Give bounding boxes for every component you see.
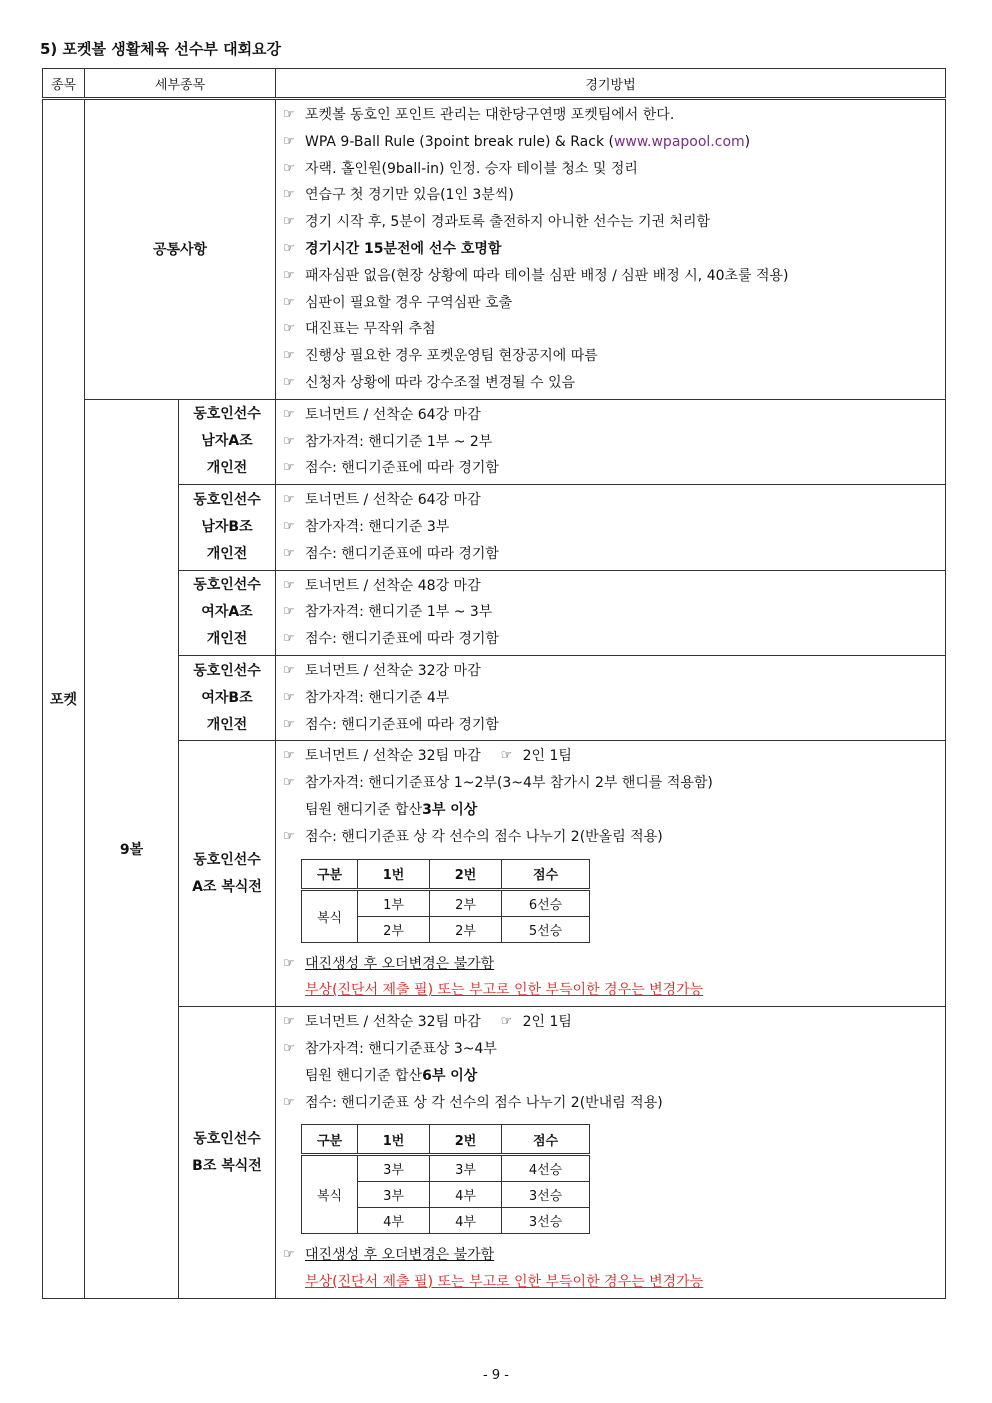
pointing-hand-icon: ☞ (283, 460, 295, 476)
common-label: 공통사항 (85, 99, 276, 400)
list-item: ☞ 대진생성 후 오더변경은 불가함 (283, 951, 939, 978)
pointing-hand-icon: ☞ (283, 133, 295, 149)
pointing-hand-icon: ☞ (283, 955, 295, 971)
pointing-hand-icon: ☞ (283, 604, 295, 620)
score-table (301, 859, 590, 943)
list-item: ☞ 점수: 핸디기준표에 따라 경기함 (283, 455, 939, 482)
division-rules (276, 655, 946, 740)
pointing-hand-icon: ☞ (283, 1094, 295, 1110)
event-row (43, 399, 946, 484)
event-row (43, 1007, 946, 1299)
table-row: 2부 2부 5선승 (302, 916, 590, 942)
pointing-hand-icon: ☞ (283, 1040, 295, 1056)
list-item: ☞ 점수: 핸디기준표 상 각 선수의 점수 나누기 2(반내림 적용) (283, 1090, 939, 1117)
event-row (43, 655, 946, 740)
pointing-hand-icon: ☞ (283, 214, 295, 230)
pointing-hand-icon: ☞ (283, 267, 295, 283)
wpa-link[interactable]: www.wpapool.com (613, 133, 745, 150)
header-method: 경기방법 (276, 69, 946, 99)
list-item: ☞ 참가자격: 핸디기준표상 1~2부(3~4부 참가시 2부 핸디를 적용함) (283, 770, 939, 797)
common-row (43, 99, 946, 400)
division-label: 동호인선수 여자A조 개인전 (179, 570, 276, 655)
list-item: ☞ 점수: 핸디기준표 상 각 선수의 점수 나누기 2(반올림 적용) (283, 824, 939, 851)
pointing-hand-icon: ☞ (500, 1014, 513, 1030)
table-header (43, 69, 946, 99)
page-number: - 9 - (483, 1368, 509, 1383)
list-item: ☞ 참가자격: 핸디기준 1부 ~ 2부 (283, 429, 939, 456)
common-rules (276, 99, 946, 400)
list-item: ☞ 토너먼트 / 선착순 64강 마감 (283, 487, 939, 514)
event-row (43, 741, 946, 1007)
list-item: ☞ 대진생성 후 오더변경은 불가함 (283, 1242, 939, 1269)
list-item: 부상(진단서 제출 필) 또는 부고로 인한 부득이한 경우는 변경가능 (305, 982, 704, 999)
division-label: 동호인선수 남자A조 개인전 (179, 399, 276, 484)
event-cell: 9볼 (85, 399, 179, 1298)
list-item: ☞ 진행상 필요한 경우 포켓운영팀 현장공지에 따름 (283, 343, 939, 370)
list-item: ☞ 점수: 핸디기준표에 따라 경기함 (283, 712, 939, 739)
category-cell: 포켓 (43, 99, 85, 1299)
header-subcategory: 세부종목 (85, 69, 276, 99)
division-label: 동호인선수 여자B조 개인전 (179, 655, 276, 740)
pointing-hand-icon: ☞ (283, 433, 295, 449)
pointing-hand-icon: ☞ (283, 321, 295, 337)
division-rules (276, 741, 946, 1007)
table-row: 구분 1번 2번 점수 (302, 1125, 590, 1155)
header-category: 종목 (43, 69, 85, 99)
pointing-hand-icon: ☞ (283, 716, 295, 732)
list-item: ☞ 토너먼트 / 선착순 32팀 마감 ☞ 2인 1팀 (283, 1009, 939, 1036)
list-item: ☞ 참가자격: 핸디기준 4부 (283, 685, 939, 712)
pointing-hand-icon: ☞ (500, 748, 513, 764)
list-item: ☞ 점수: 핸디기준표에 따라 경기함 (283, 541, 939, 568)
division-label: 동호인선수 A조 복식전 (179, 741, 276, 1007)
list-item: ☞ 토너먼트 / 선착순 48강 마감 (283, 573, 939, 600)
list-item: ☞ 경기 시작 후, 5분이 경과토록 출전하지 아니한 선수는 기권 처리함 (283, 209, 939, 236)
list-item: ☞ 참가자격: 핸디기준표상 3~4부 (283, 1036, 939, 1063)
division-rules (276, 1007, 946, 1299)
pointing-hand-icon: ☞ (283, 545, 295, 561)
list-item: 팀원 핸디기준 합산 3부 이상 (305, 801, 478, 818)
list-item: ☞ 대진표는 무작위 추첨 (283, 316, 939, 343)
table-row: 구분 1번 2번 점수 (302, 859, 590, 889)
pointing-hand-icon: ☞ (283, 828, 295, 844)
pointing-hand-icon: ☞ (283, 240, 295, 256)
pointing-hand-icon: ☞ (283, 492, 295, 508)
pointing-hand-icon: ☞ (283, 631, 295, 647)
list-item: ☞ 토너먼트 / 선착순 32강 마감 (283, 658, 939, 685)
list-item: ☞ 연습구 첫 경기만 있음(1인 3분씩) (283, 182, 939, 209)
section-title: 5) 포켓볼 생활체육 선수부 대회요강 (40, 40, 282, 58)
list-item: 부상(진단서 제출 필) 또는 부고로 인한 부득이한 경우는 변경가능 (305, 1274, 704, 1291)
list-item: ☞ 심판이 필요할 경우 구역심판 호출 (283, 290, 939, 317)
pointing-hand-icon: ☞ (283, 775, 295, 791)
table-row: 복식 3부 3부 4선승 (302, 1155, 590, 1182)
pointing-hand-icon: ☞ (283, 107, 295, 122)
list-item: ☞ 자랙. 홀인원(9ball-in) 인정. 승자 테이블 청소 및 정리 (283, 156, 939, 183)
pointing-hand-icon: ☞ (283, 662, 295, 678)
division-rules (276, 570, 946, 655)
table-row: 4부 4부 3선승 (302, 1208, 590, 1234)
division-rules (276, 399, 946, 484)
list-item: 팀원 핸디기준 합산 6부 이상 (305, 1067, 478, 1084)
pointing-hand-icon: ☞ (283, 187, 295, 203)
list-item: ☞ 토너먼트 / 선착순 64강 마감 (283, 402, 939, 429)
score-table (301, 1124, 590, 1234)
list-item: ☞ 토너먼트 / 선착순 32팀 마감 ☞ 2인 1팀 (283, 743, 939, 770)
list-item: ☞ 참가자격: 핸디기준 1부 ~ 3부 (283, 599, 939, 626)
list-item: ☞ WPA 9-Ball Rule (3point break rule) & Rack ( www.wpapool.com ) (283, 129, 939, 156)
table-row: 복식 1부 2부 6선승 (302, 889, 590, 916)
pointing-hand-icon: ☞ (283, 518, 295, 534)
division-label: 동호인선수 남자B조 개인전 (179, 485, 276, 570)
pointing-hand-icon: ☞ (283, 406, 295, 422)
pointing-hand-icon: ☞ (283, 374, 295, 390)
pointing-hand-icon: ☞ (283, 1247, 295, 1263)
table-row: 3부 4부 3선승 (302, 1182, 590, 1208)
division-label: 동호인선수 B조 복식전 (179, 1007, 276, 1299)
list-item: ☞ 점수: 핸디기준표에 따라 경기함 (283, 626, 939, 653)
list-item: ☞ 신청자 상황에 따라 강수조절 변경될 수 있음 (283, 370, 939, 397)
pointing-hand-icon: ☞ (283, 577, 295, 593)
pointing-hand-icon: ☞ (283, 1014, 295, 1030)
list-item: ☞ 포켓볼 동호인 포인트 관리는 대한당구연맹 포켓팀에서 한다. (283, 102, 939, 129)
list-item: ☞ 경기시간 15분전에 선수 호명함 (283, 236, 939, 263)
rules-table (42, 68, 946, 1299)
pointing-hand-icon: ☞ (283, 294, 295, 310)
pointing-hand-icon: ☞ (283, 160, 295, 176)
pointing-hand-icon: ☞ (283, 348, 295, 364)
list-item: ☞ 참가자격: 핸디기준 3부 (283, 514, 939, 541)
pointing-hand-icon: ☞ (283, 689, 295, 705)
event-row (43, 485, 946, 570)
pointing-hand-icon: ☞ (283, 748, 295, 764)
division-rules (276, 485, 946, 570)
list-item: ☞ 패자심판 없음(현장 상황에 따라 테이블 심판 배정 / 심판 배정 시, 40초룰 적용) (283, 263, 939, 290)
event-row (43, 570, 946, 655)
